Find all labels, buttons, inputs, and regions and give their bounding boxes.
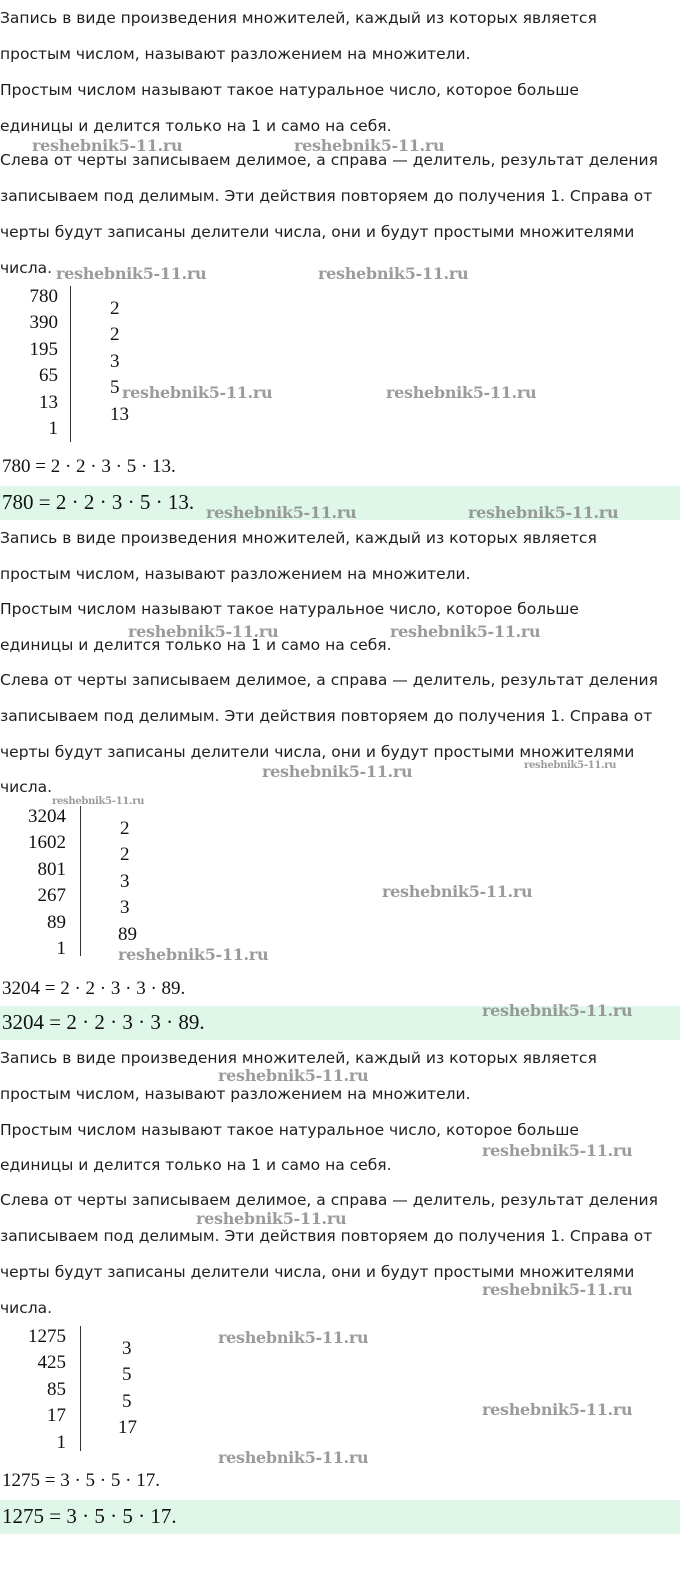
watermark: reshebnik5-11.ru (382, 882, 533, 901)
dividend-cell: 390 (29, 312, 58, 333)
answer-text: 1275 = 3 · 5 · 5 · 17. (2, 1504, 177, 1528)
answer-text: 3204 = 2 · 2 · 3 · 3 · 89. (2, 1010, 205, 1034)
watermark: reshebnik5-11.ru (468, 503, 619, 522)
watermark: reshebnik5-11.ru (482, 1400, 633, 1419)
factorization-result: 1275 = 3 · 5 · 5 · 17. (2, 1470, 160, 1491)
dividend-cell: 85 (47, 1379, 66, 1400)
dividend-cell: 780 (29, 286, 58, 307)
paragraph-line: числа. (0, 1299, 53, 1317)
paragraph-line: черты будут записаны делители числа, они и будут простыми множителями (0, 743, 635, 761)
dividend-cell: 801 (37, 859, 66, 880)
watermark: reshebnik5-11.ru (218, 1066, 369, 1085)
factorization-result: 3204 = 2 · 2 · 3 · 3 · 89. (2, 978, 186, 999)
watermark: reshebnik5-11.ru (218, 1448, 369, 1467)
dividend-cell: 267 (37, 885, 66, 906)
watermark: reshebnik5-11.ru (318, 264, 469, 283)
paragraph-line: Слева от черты записываем делимое, а справа — делитель, результат деления (0, 151, 658, 169)
paragraph-line: Простым числом называют такое натуральное число, которое больше (0, 81, 579, 99)
paragraph-line: единицы и делится только на 1 и само на себя. (0, 1156, 392, 1174)
paragraph-line: черты будут записаны делители числа, они и будут простыми множителями (0, 223, 635, 241)
paragraph-line: Слева от черты записываем делимое, а справа — делитель, результат деления (0, 1191, 658, 1209)
dividend-cell: 65 (39, 365, 58, 386)
paragraph-line: записываем под делимым. Эти действия повторяем до получения 1. Справа от (0, 1227, 653, 1245)
divisor-cell: 3 (122, 1338, 132, 1359)
paragraph-line: черты будут записаны делители числа, они и будут простыми множителями (0, 1263, 635, 1281)
paragraph-line: числа. (0, 259, 53, 277)
watermark: reshebnik5-11.ru (118, 945, 269, 964)
dividend-cell: 13 (39, 392, 58, 413)
paragraph-line: Запись в виде произведения множителей, каждый из которых является (0, 1049, 597, 1067)
watermark: reshebnik5-11.ru (294, 136, 445, 155)
watermark: reshebnik5-11.ru (482, 1280, 633, 1299)
dividend-cell: 1275 (28, 1326, 66, 1347)
watermark: reshebnik5-11.ru (482, 1001, 633, 1020)
paragraph-line: простым числом, называют разложением на множители. (0, 565, 471, 583)
dividend-cell: 89 (47, 912, 66, 933)
watermark: reshebnik5-11.ru (128, 622, 279, 641)
watermark: reshebnik5-11.ru (390, 622, 541, 641)
divisor-cell: 2 (110, 324, 120, 345)
paragraph-line: числа. (0, 778, 53, 796)
division-line (80, 806, 81, 956)
division-line (80, 1326, 81, 1451)
paragraph-line: Простым числом называют такое натуральное число, которое больше (0, 1121, 579, 1139)
paragraph-line: единицы и делится только на 1 и само на себя. (0, 117, 392, 135)
dividend-cell: 1 (48, 418, 58, 439)
divisor-cell: 5 (122, 1364, 132, 1385)
watermark: reshebnik5-11.ru (52, 796, 145, 807)
watermark: reshebnik5-11.ru (196, 1209, 347, 1228)
paragraph-line: единицы и делится только на 1 и само на себя. (0, 636, 392, 654)
dividend-cell: 1 (56, 1432, 66, 1453)
dividend-cell: 3204 (28, 806, 66, 827)
dividend-cell: 195 (29, 339, 58, 360)
watermark: reshebnik5-11.ru (482, 1141, 633, 1160)
paragraph-line: Запись в виде произведения множителей, каждый из которых является (0, 9, 597, 27)
paragraph-line: записываем под делимым. Эти действия повторяем до получения 1. Справа от (0, 707, 653, 725)
divisor-cell: 3 (110, 351, 120, 372)
divisor-cell: 2 (120, 818, 130, 839)
divisor-cell: 13 (110, 404, 129, 425)
paragraph-line: простым числом, называют разложением на множители. (0, 45, 471, 63)
answer-box (0, 1500, 680, 1534)
divisor-cell: 2 (110, 298, 120, 319)
answer-text: 780 = 2 · 2 · 3 · 5 · 13. (2, 490, 195, 514)
divisor-cell: 3 (120, 871, 130, 892)
divisor-cell: 3 (120, 897, 130, 918)
paragraph-line: Простым числом называют такое натуральное число, которое больше (0, 600, 579, 618)
dividend-cell: 17 (47, 1405, 66, 1426)
watermark: reshebnik5-11.ru (386, 383, 537, 402)
watermark: reshebnik5-11.ru (122, 383, 273, 402)
dividend-cell: 1602 (28, 832, 66, 853)
divisor-cell: 17 (118, 1417, 137, 1438)
paragraph-line: записываем под делимым. Эти действия повторяем до получения 1. Справа от (0, 187, 653, 205)
paragraph-line: Запись в виде произведения множителей, каждый из которых является (0, 529, 597, 547)
divisor-cell: 2 (120, 844, 130, 865)
watermark: reshebnik5-11.ru (524, 760, 617, 771)
watermark: reshebnik5-11.ru (218, 1328, 369, 1347)
paragraph-line: простым числом, называют разложением на множители. (0, 1085, 471, 1103)
divisor-cell: 5 (122, 1391, 132, 1412)
factorization-result: 780 = 2 · 2 · 3 · 5 · 13. (2, 456, 176, 477)
watermark: reshebnik5-11.ru (262, 762, 413, 781)
paragraph-line: Слева от черты записываем делимое, а справа — делитель, результат деления (0, 671, 658, 689)
dividend-cell: 1 (56, 938, 66, 959)
divisor-cell: 89 (118, 924, 137, 945)
watermark: reshebnik5-11.ru (56, 264, 207, 283)
dividend-cell: 425 (37, 1352, 66, 1373)
watermark: reshebnik5-11.ru (32, 136, 183, 155)
divisor-cell: 5 (110, 377, 120, 398)
watermark: reshebnik5-11.ru (206, 503, 357, 522)
division-line (70, 286, 71, 442)
